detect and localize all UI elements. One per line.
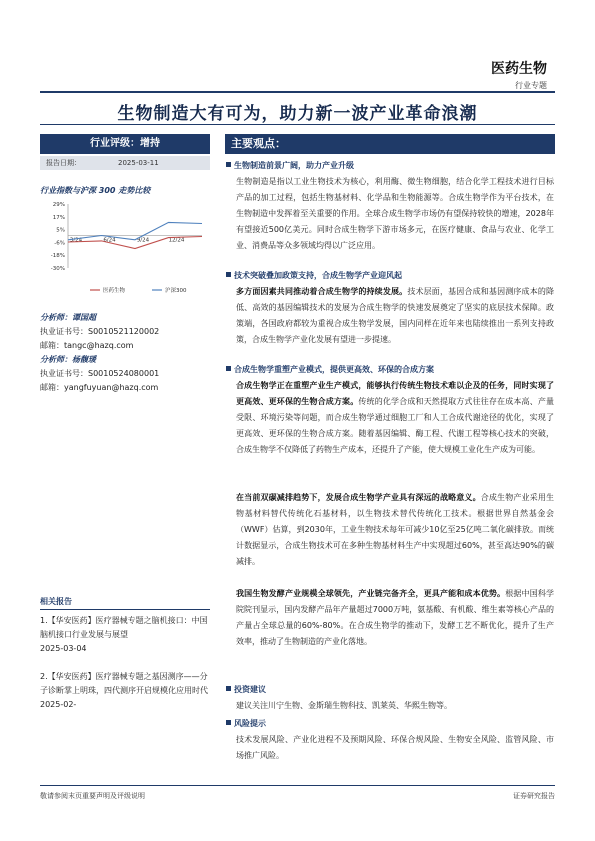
sector-title: 医药生物 [491,61,547,77]
bullet-prospects [226,160,354,171]
paragraph-investment: 建议关注川宁生物、金斯瑞生物科技、凯莱英、华熙生物等。 [236,701,452,710]
related-report-2-date: 2025-02- [40,700,77,709]
paragraph-fermentation [236,586,554,650]
legend-label: 医药生物 [103,288,126,294]
report-date-label: 报告日期： [46,159,81,167]
paragraph-reshape-lead: 合成生物学正在重塑产业生产模式，能够执行传统生物技术难以企及的任务，同时实现了更高效、更环保的生物合成方案。 [236,381,554,406]
bullet-square-icon [226,686,231,691]
paragraph-tech-policy-lead: 多方面因素共同推动着合成生物学的持续发展。 [236,287,408,296]
report-type: 行业专题 [515,81,547,90]
paragraph-tech-policy [236,284,554,348]
analyst-2-name: 分析师：杨馥瑗 [40,355,96,364]
related-report-1[interactable] [40,614,210,656]
y-tick-label: -18% [50,253,65,260]
bullet-investment [226,684,266,695]
paragraph-reshape-body: 传统的化学合成和天然提取方式往往存在成本高、产量受限、环境污染等问题，而合成生物学通过细胞工厂和人工合成代谢途径的优化，实现了更高效、更环保的生物合成方案。随着基因编辑、酶工程、代谢工程等核心技术的突破，合成生物学不仅降低了药物生产成本，还提升了产能，使大规模工业化生产成为可能。 [236,397,555,454]
report-date-value: 2025-03-11 [118,159,159,167]
y-tick-label: -30% [50,266,65,272]
industry-rating: 行业评级：增持 [40,134,210,154]
analyst-1-email: 邮箱：tangc@hazq.com [40,341,134,350]
footer-rule [40,785,555,786]
related-report-2-title: 2.【华安医药】医疗器械专题之基因测序——分子诊断掌上明珠，四代测序开启规模化应用时代 [40,672,208,695]
related-reports-label: 相关报告 [40,596,210,610]
related-report-2[interactable] [40,670,210,712]
analyst-2-email: 邮箱：yangfuyuan@hazq.com [40,383,159,392]
x-tick-label: 3/24 [69,237,83,244]
related-report-1-date: 2025-03-04 [40,644,87,653]
y-tick-label: 5% [56,227,65,234]
y-tick-label: 17% [52,214,65,221]
paragraph-tech-policy-body: 技术层面，基因合成和基因测序成本的降低、高效的基因编辑技术的发展为合成生物学的快速发展奠定了坚实的底层技术保障。政策端，各国政府都较为重视合成生物学发展，国内同样在近年来也陆续推出一系列支持政策，合成生物学产业化发展有望进一步提速。 [236,287,555,344]
chart-svg [40,198,210,302]
y-tick-label: 29% [52,202,65,208]
bullet-risk [226,718,266,729]
key-points-header: 主要观点： [225,134,555,154]
paragraph-carbon-lead: 在当前双碳减排趋势下，发展合成生物学产业具有深远的战略意义。 [236,493,481,502]
bullet-reshape [226,364,434,375]
paragraph-prospects: 生物制造是指以工业生物技术为核心，利用酶、微生物细胞，结合化学工程技术进行目标产品的加工过程，包括生物基材料、化学品和生物能源等。合成生物学作为平台技术，在生物制造中发挥着至关重要的作用。全球合成生物学市场仍有望保持较快的增速，2028年有望接近500亿美元。同时合成生物学下游市场多元，在医疗健康、食品与农业、化学工业、消费品等众多领域均得以广泛应用。 [236,177,554,250]
analyst-2-cert: 执业证书号：S0010524080001 [40,369,160,378]
bullet-risk-text: 风险提示 [234,719,266,728]
bullet-square-icon [226,272,231,277]
bullet-tech-policy-text: 技术突破叠加政策支持，合成生物学产业迎风起 [234,271,402,280]
paragraph-risk: 技术发展风险、产业化进程不及预期风险、环保合规风险、生物安全风险、监管风险、市场推广风险。 [236,735,554,760]
footer-report-type: 证券研究报告 [513,792,555,800]
paragraph-carbon [236,490,554,570]
index-comparison-chart [40,198,210,302]
x-tick-label: 6/24 [103,237,116,244]
chart-section-label: 行业指数与沪深 300 走势比较 [40,186,151,195]
x-tick-label: 12/24 [168,237,185,244]
header-rule [40,91,555,93]
paragraph-fermentation-body: 根据中国科学院院刊显示，国内发酵产品年产量超过7000万吨，氨基酸、有机酸、维生素等核心产品的产量占全球总量的60%-80%。在合成生物学的推动下，发酵工艺不断优化，提升了生产效率，推动了生物制造的产业化落地。 [236,589,555,646]
analyst-1-name: 分析师：谭国超 [40,313,96,322]
bullet-square-icon [226,162,231,167]
footer-disclaimer[interactable]: 敬请参阅末页重要声明及评级说明 [40,792,145,800]
analyst-1-cert: 执业证书号：S0010521120002 [40,327,160,336]
bullet-prospects-text: 生物制造前景广阔，助力产业升级 [234,161,354,170]
x-tick-label: 9/24 [136,237,150,244]
bullet-investment-text: 投资建议 [234,685,266,694]
page-title: 生物制造大有可为，助力新一波产业革命浪潮 [117,104,478,124]
related-report-1-title: 1.【华安医药】医疗器械专题之脑机接口：中国脑机接口行业发展与展望 [40,616,208,639]
legend-label: 沪深300 [165,288,187,294]
report-date-row [40,156,210,170]
y-tick-label: -6% [54,240,65,247]
bullet-square-icon [226,366,231,371]
bullet-square-icon [226,720,231,725]
paragraph-carbon-body: 合成生物产业采用生物基材料替代传统化石基材料，以生物技术替代传统化工技术。根据世界自然基金会（WWF）估算，到2030年，工业生物技术每年可减少10亿至25亿吨二氧化碳排放。而统计数据显示，合成生物技术可在多种生物基材料生产中实现超过60%，甚至高达90%的碳减排。 [236,493,554,566]
title-rule [40,124,555,125]
bullet-tech-policy [226,270,402,281]
bullet-reshape-text: 合成生物学重塑产业模式，提供更高效、环保的合成方案 [234,365,434,374]
paragraph-reshape [236,378,554,458]
paragraph-fermentation-lead: 我国生物发酵产业规模全球领先，产业链完备齐全，更具产能和成本优势。 [236,589,506,598]
